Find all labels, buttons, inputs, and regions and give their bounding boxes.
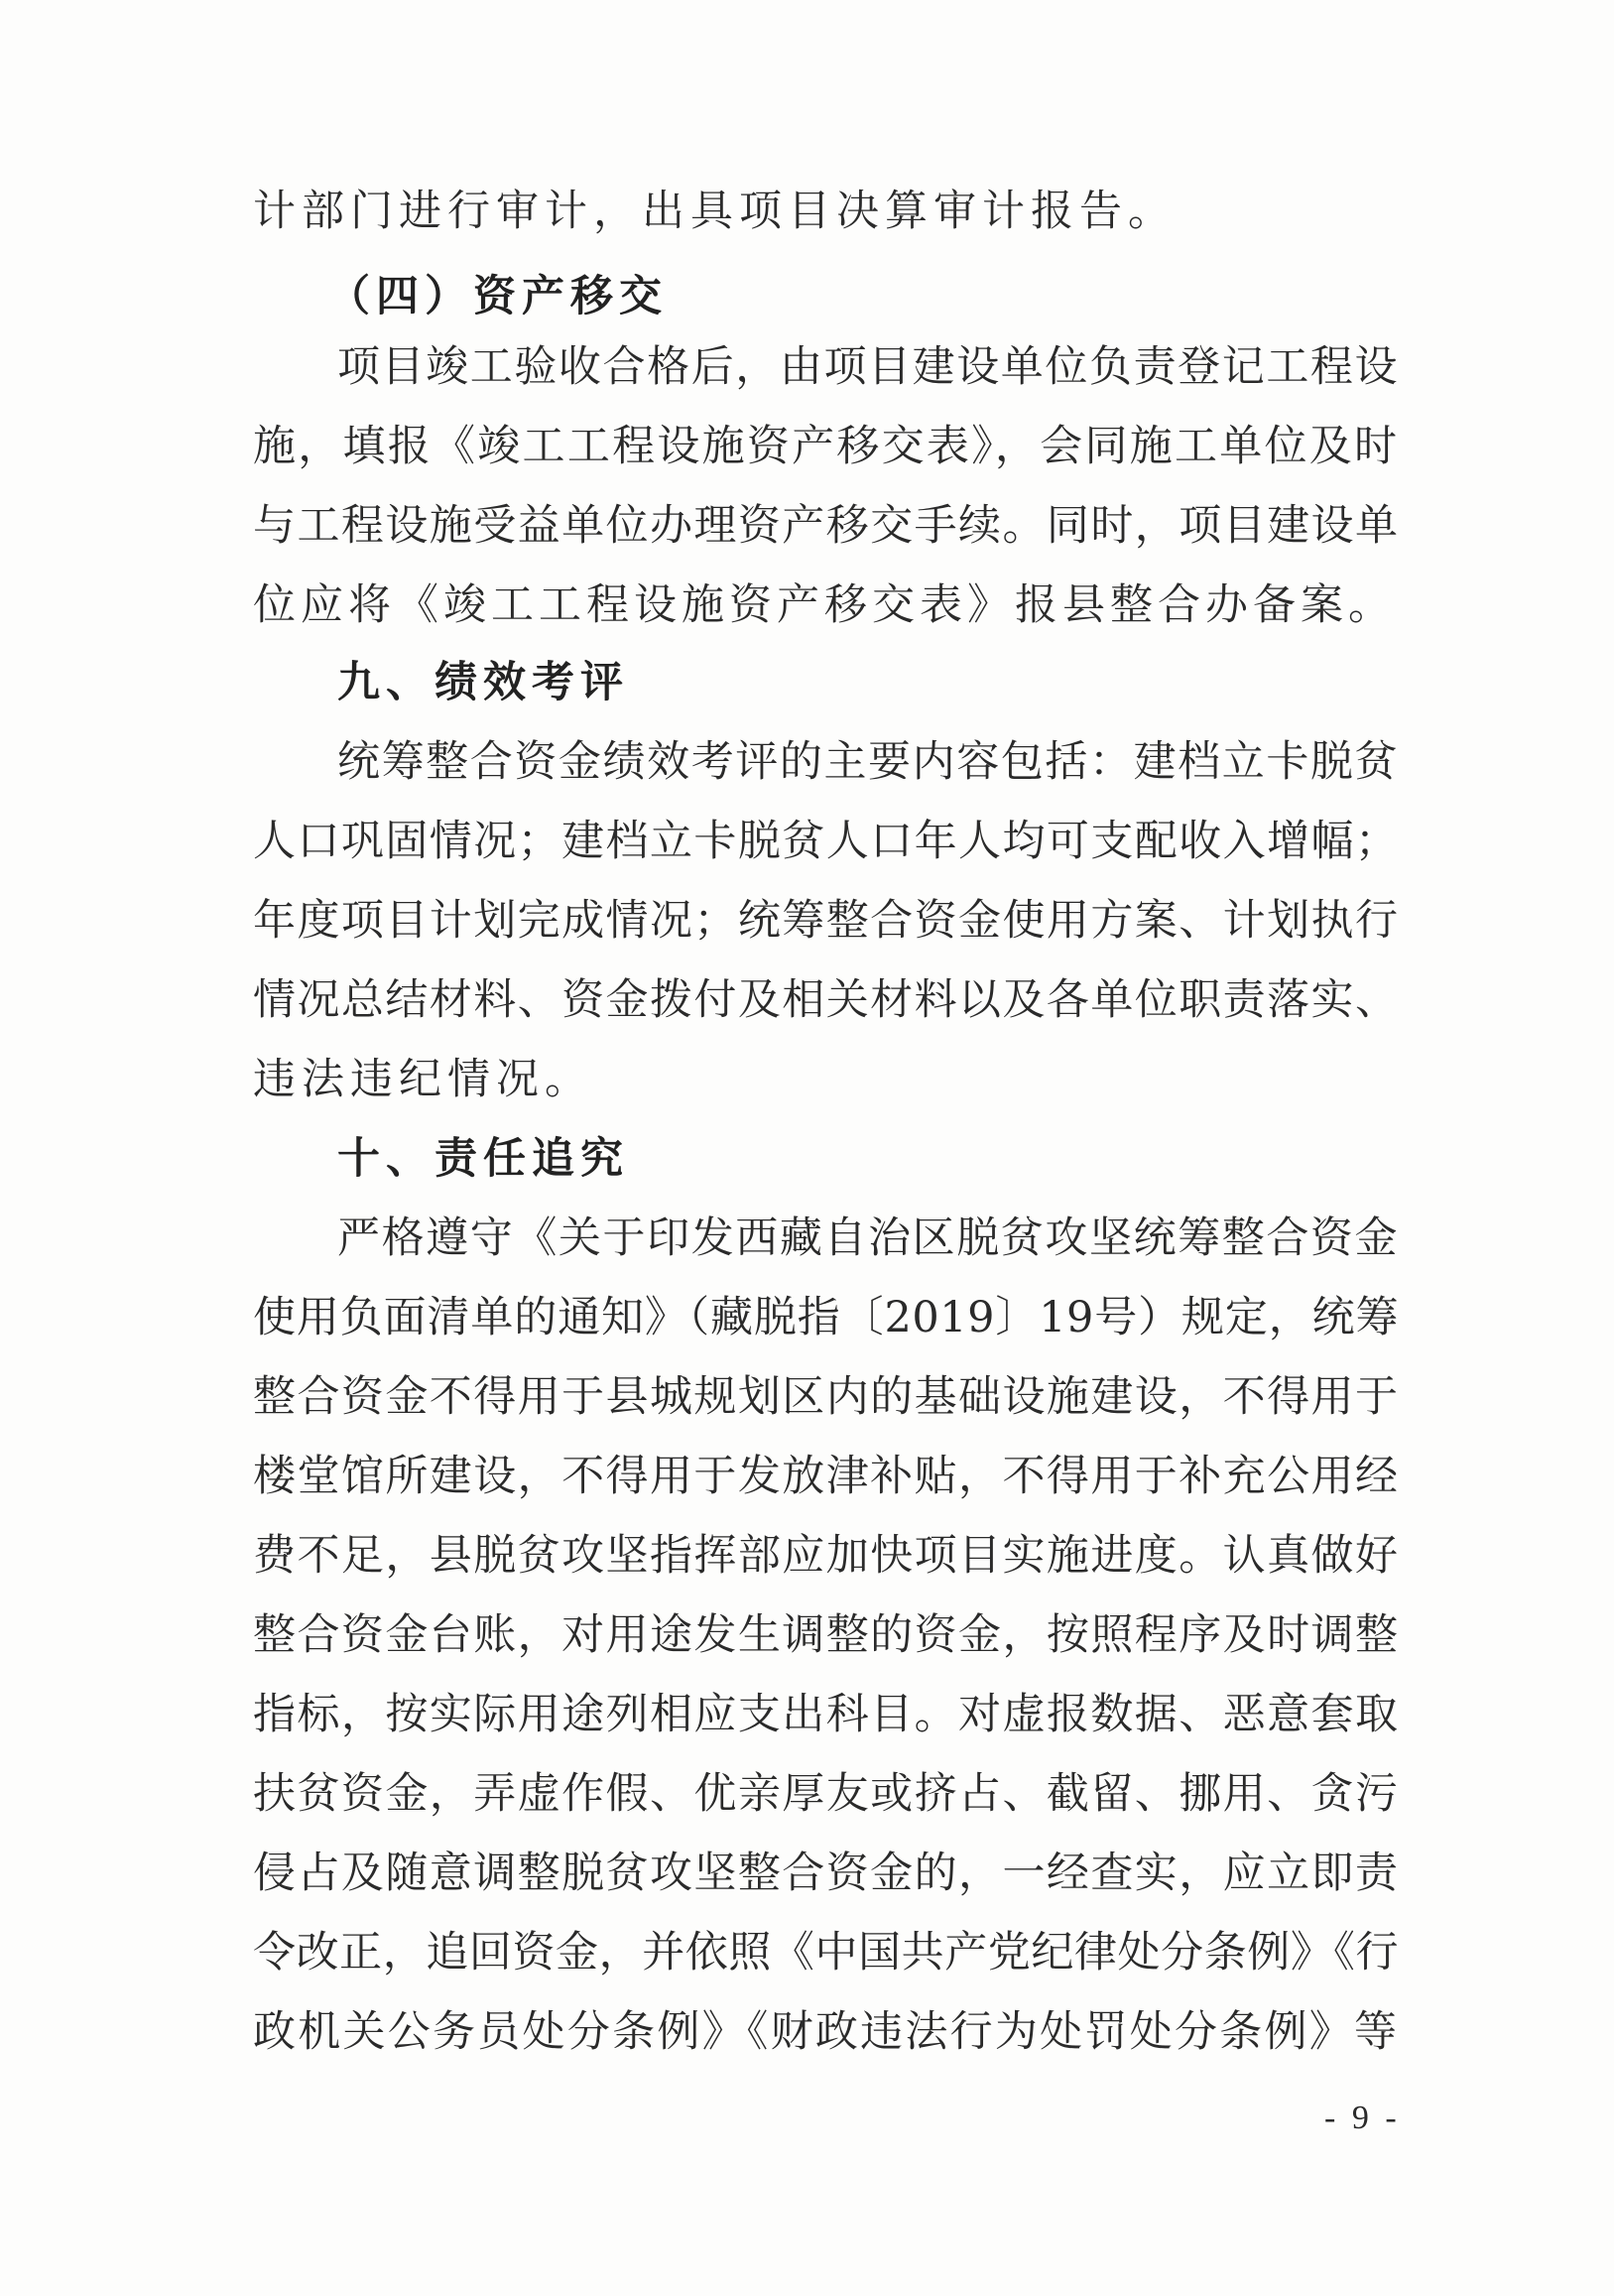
- body-text-line: 整合资金台账，对用途发生调整的资金，按照程序及时调整: [253, 1610, 1399, 1660]
- body-text-line: 使用负面清单的通知》（藏脱指〔2019〕19号）规定，统筹: [253, 1293, 1399, 1342]
- body-text-line: 违法违纪情况。: [253, 1055, 593, 1104]
- body-text-line: 统筹整合资金绩效考评的主要内容包括：建档立卡脱贫: [337, 737, 1399, 787]
- body-text-line: 整合资金不得用于县城规划区内的基础设施建设，不得用于: [253, 1372, 1399, 1422]
- body-text-line: 项目竣工验收合格后，由项目建设单位负责登记工程设: [337, 342, 1399, 392]
- body-text-line: 人口巩固情况；建档立卡脱贫人口年人均可支配收入增幅；: [253, 817, 1399, 866]
- body-text-line: 政机关公务员处分条例》《财政违法行为处罚处分条例》等: [253, 2007, 1399, 2057]
- body-text-line: 扶贫资金，弄虚作假、优亲厚友或挤占、截留、挪用、贪污: [253, 1769, 1399, 1819]
- body-text-line: 楼堂馆所建设，不得用于发放津补贴，不得用于补充公用经: [253, 1452, 1399, 1501]
- page-number: - 9 -: [1324, 2100, 1401, 2136]
- section-heading: 十、责任追究: [337, 1134, 629, 1184]
- body-text-line: 指标，按实际用途列相应支出科目。对虚报数据、恶意套取: [253, 1690, 1399, 1739]
- section-heading: 九、绩效考评: [337, 658, 629, 707]
- body-text-line: 严格遵守《关于印发西藏自治区脱贫攻坚统筹整合资金: [337, 1213, 1399, 1263]
- body-text-line: 年度项目计划完成情况；统筹整合资金使用方案、计划执行: [253, 896, 1399, 946]
- body-text-line: 与工程设施受益单位办理资产移交手续。同时，项目建设单: [253, 501, 1399, 551]
- body-text-line: 计部门进行审计，出具项目决算审计报告。: [253, 187, 1177, 236]
- body-text-line: 施，填报《竣工工程设施资产移交表》，会同施工单位及时: [253, 422, 1399, 471]
- body-text-line: 位应将《竣工工程设施资产移交表》报县整合办备案。: [253, 580, 1396, 630]
- body-text-line: 令改正，追回资金，并依照《中国共产党纪律处分条例》《行: [253, 1928, 1399, 1977]
- body-text-line: 费不足，县脱贫攻坚指挥部应加快项目实施进度。认真做好: [253, 1531, 1399, 1581]
- body-text-line: 情况总结材料、资金拨付及相关材料以及各单位职责落实、: [253, 975, 1399, 1025]
- section-subheading: （四）资产移交: [327, 272, 668, 321]
- body-text-line: 侵占及随意调整脱贫攻坚整合资金的，一经查实，应立即责: [253, 1849, 1399, 1898]
